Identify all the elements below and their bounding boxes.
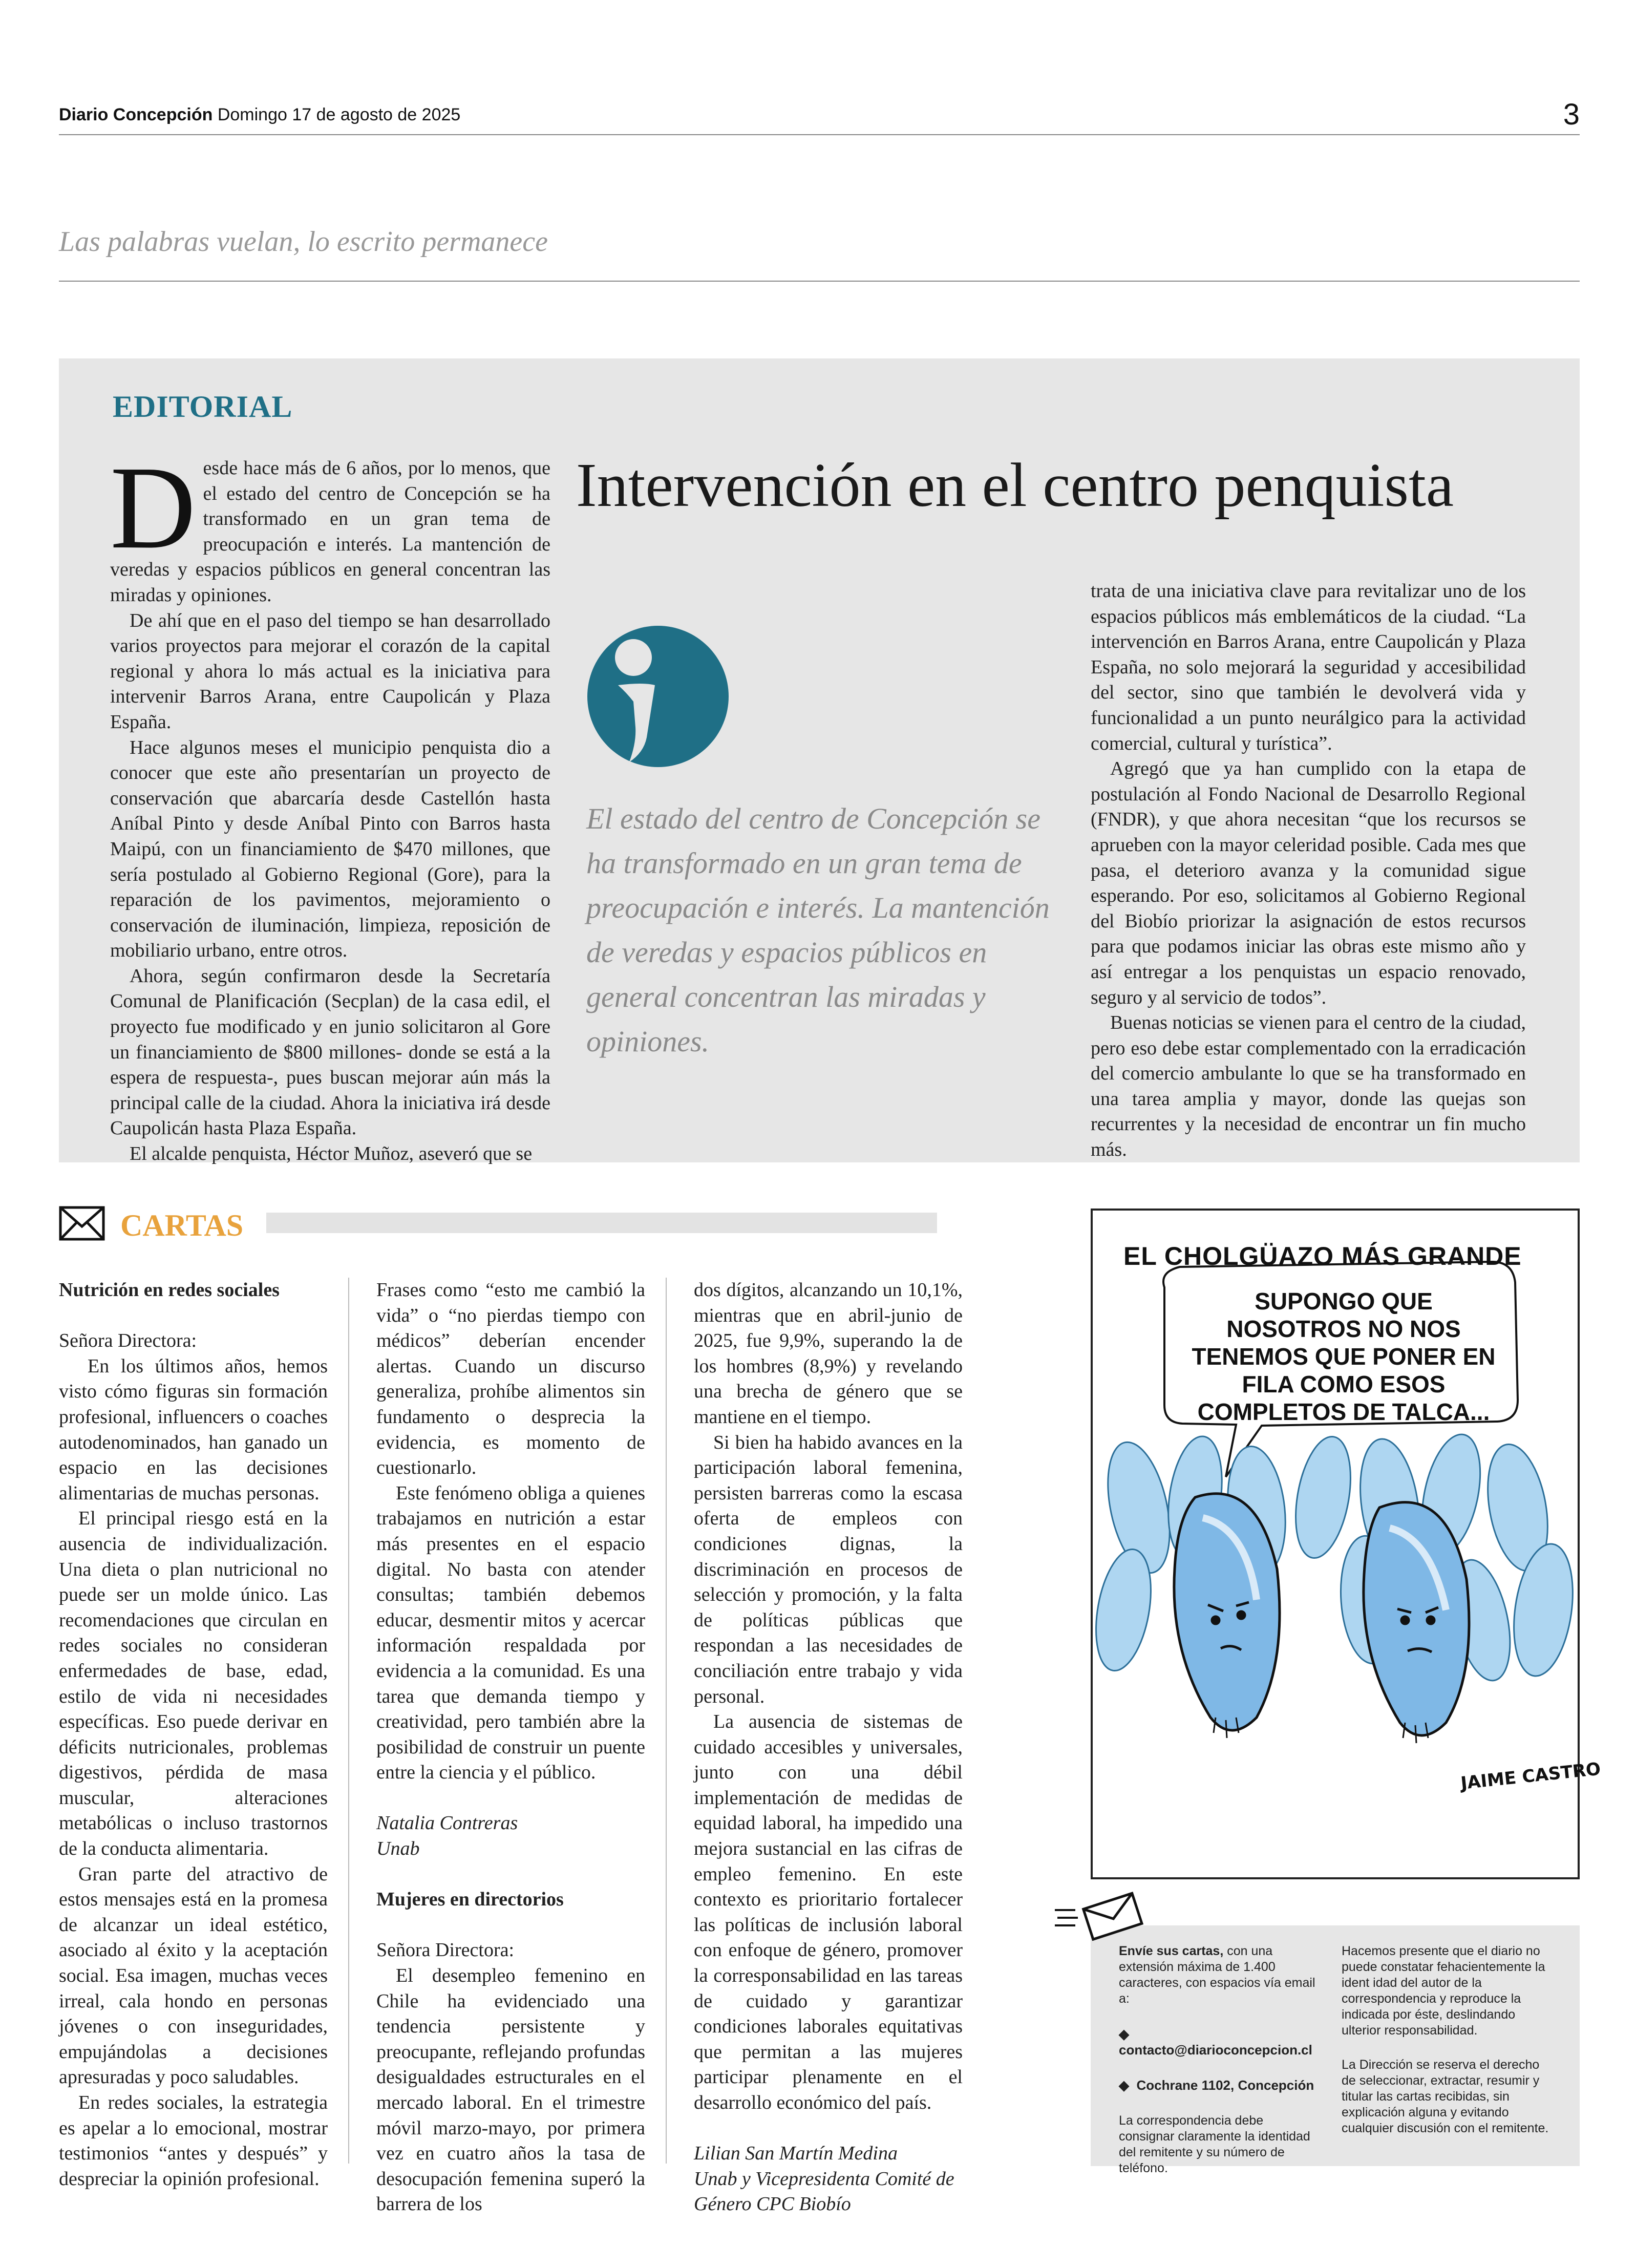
letter-signature-name: Lilian San Martín Medina — [694, 2143, 898, 2165]
letter-paragraph: Gran parte del atractivo de estos mensajes está en la promesa de alcanzar un ideal estético, asociado al éxito y la aceptación social. Esa imagen, muchas veces irreal, cala hondo en personas jóvenes o con inseguridades, empujándolas a decisiones apresuradas y poco saludables. — [59, 1863, 328, 2088]
drop-cap: D — [110, 442, 196, 574]
cartas-header — [59, 1206, 940, 1242]
info-right — [1342, 1943, 1557, 2136]
editorial-paragraph: Ahora, según confirmaron desde la Secretaría Comunal de Planificación (Secplan) de la casa edil, el proyecto fue modificado y en junio solicitaron al Gore un financiamiento de $800 millones- donde se está a la espera de respuesta-, pues buscan mejorar aún más la principal calle de la ciudad. Ahora la iniciativa irá desde Caupolicán hasta Plaza España. — [110, 965, 550, 1139]
cartoon-title: EL CHOLGÜAZO MÁS GRANDE — [1123, 1242, 1522, 1270]
cartas-label: CARTAS — [120, 1209, 244, 1242]
letter-paragraph: La ausencia de sistemas de cuidado accesibles y universales, junto con una débil implementación de medidas de equidad laboral, ha impedido una mejora sustancial en las cifras de empleo femenino. En este contexto es prioritario fortalecer las políticas de inclusión laboral con enfoque de género, promover la corresponsabilidad en las tareas de cuidado y garantizar condiciones laborales equitativas que permitan a las mujeres participar plenamente en el desarrollo económico del país. — [694, 1711, 963, 2113]
letter-signature-org: Unab — [376, 1838, 420, 1860]
paper-name: Diario Concepción — [59, 105, 213, 124]
letter-paragraph: Si bien ha habido avances en la participación laboral femenina, persisten barreras como la escasa oferta de empleos con condiciones dignas, la discriminación en procesos de selección y promoción, y la falta de políticas públicas que respondan a las necesidades de conciliación entre trabajo y vida personal. — [694, 1431, 963, 1707]
section-motto: Las palabras vuelan, lo escrito permanece — [59, 226, 548, 258]
letter-paragraph: En los últimos años, hemos visto cómo figuras sin formación profesional, influencers o coaches autodenominados, han ganado un espacio en las decisiones alimentarias de muchas personas. — [59, 1355, 328, 1504]
editorial-title: Intervención en el centro penquista — [576, 451, 1454, 520]
flying-envelope-icon — [1055, 1890, 1142, 1936]
editorial-paragraph: De ahí que en el paso del tiempo se han desarrollado varios proyectos para mejorar el corazón de la capital regional y ahora lo más actual es la iniciativa para intervenir Barros Arana, entre Caupolicán y Plaza España. — [110, 609, 550, 733]
editorial-paragraph: Hace algunos meses el municipio penquista dio a conocer que este año presentarían un proyecto de conservación que abarcaría desde Castellón hasta Aníbal Pinto y desde Aníbal Pinto con Barros hasta Maipú, con un financiamiento de $470 millones, que sería postulado al Gobierno Regional (Gore), para la reparación de los pavimentos, mejoramiento o conservación de iluminación, limpieza, reposición de mobiliario urbano, entre otros. — [110, 736, 550, 962]
letter-paragraph: dos dígitos, alcanzando un 10,1%, mientras que en abril-junio de 2025, fue 9,9%, superando la de los hombres (8,9%) y revelando una brecha de género que se mantiene en el tiempo. — [694, 1279, 963, 1428]
editorial-paragraph: Buenas noticias se vienen para el centro de la ciudad, pero eso debe estar complementado con la erradicación del comercio ambulante lo que se ha transformado en una tarea amplia y mayor, donde las quejas son recurrentes y la necesidad de encontrar un fin mucho más. — [1091, 1012, 1526, 1161]
letter-paragraph: Frases como “esto me cambió la vida” o “no pierdas tiempo con médicos” deberían encender alertas. Cuando un discurso generaliza, prohíbe alimentos sin fundamento o desprecia la evidencia, es momento de cuestionarlo. — [376, 1279, 645, 1479]
info-email-row — [1119, 2026, 1319, 2058]
letter-salutation: Señora Directora: — [376, 1939, 515, 1961]
cartoon-signature: JAIME CASTRO — [1459, 1758, 1602, 1794]
info-address: Cochrane 1102, Concepción — [1136, 2078, 1314, 2093]
letters-info-box — [1091, 1925, 1580, 2175]
info-identity-note: La correspondencia debe consignar claramente la identidad del remitente y su número de teléfono. — [1119, 2113, 1310, 2175]
letter-paragraph: Este fenómeno obliga a quienes trabajamos en nutrición a estar más presentes en el espacio digital. No basta con atender consultas; también debemos educar, desmentir mitos y acercar información respaldada por evidencia a la comunidad. Es una tarea que demanda tiempo y creatividad, pero también abre la posibilidad de construir un puente entre la ciencia y el público. — [376, 1482, 645, 1784]
motto-rule — [59, 281, 1580, 282]
editorial-label: EDITORIAL — [113, 390, 293, 423]
letter-title: Nutrición en redes sociales — [59, 1279, 280, 1301]
info-rights-note: La Dirección se reserva el derecho de seleccionar, extractar, resumir y titular las cartas recibidas, sin explicación alguna y evitando cualquier discusión con el remitente. — [1342, 2058, 1549, 2135]
info-email: contacto@diarioconcepcion.cl — [1119, 2042, 1312, 2058]
header-rule — [59, 134, 1580, 135]
letter-paragraph: En redes sociales, la estrategia es apelar a lo emocional, mostrar testimonios “antes y después” y despreciar la opinión profesional. — [59, 2092, 328, 2190]
editorial-paragraph: Agregó que ya han cumplido con la etapa de postulación al Fondo Nacional de Desarrollo Regional (FNDR), y que ahora necesitan “que los recursos se aprueben con la mayor celeridad posible. Cada mes que pasa, el deterioro avanza y la comunidad sigue esperando. Por eso, solicitamos al Gobierno Regional del Biobío priorizar la asignación de estos recursos para que podamos iniciar las obras este mismo año y así entregar a los penquistas un espacio renovado, seguro y al servicio de todos”. — [1091, 758, 1526, 1008]
letters-column-1 — [59, 1278, 328, 2192]
speech-bubble-text: SUPONGO QUE NOSOTROS NO NOS TENEMOS QUE PONER EN FILA COMO ESOS COMPLETOS DE TALCA... — [1192, 1288, 1496, 1425]
info-send-text: con una extensión máxima de 1.400 caracteres, con espacios vía email a: — [1119, 1944, 1315, 2006]
editorial-paragraph: El alcalde penquista, Héctor Muñoz, aseveró que se — [130, 1143, 533, 1165]
pull-quote: El estado del centro de Concepción se ha transformado en un gran tema de preocupación e interés. La mantención de veredas y espacios públicos en general concentran las miradas y opiniones. — [586, 802, 1050, 1058]
letter-signature-name: Natalia Contreras — [376, 1812, 518, 1834]
column-divider — [348, 1278, 349, 2164]
issue-date: Domingo 17 de agosto de 2025 — [217, 105, 461, 124]
letters-column-3 — [694, 1278, 963, 2217]
info-send-bold: Envíe sus cartas, — [1119, 1944, 1224, 1958]
info-left — [1119, 1943, 1319, 2176]
cartas-bar — [266, 1213, 937, 1233]
cartoon — [1091, 1209, 1602, 1879]
letter-signature-org: Unab y Vicepresidenta Comité de Género CPC Biobío — [694, 2168, 954, 2215]
editorial-paragraph: Desde hace más de 6 años, por lo menos, que el estado del centro de Concepción se ha transformado en un gran tema de preocupación e interés. La mantención de veredas y espacios públicos en general concentran las miradas y opiniones. — [110, 442, 550, 606]
letter-salutation: Señora Directora: — [59, 1330, 197, 1352]
editorial-box — [59, 358, 1580, 1165]
column-divider — [666, 1278, 667, 2164]
envelope-icon — [59, 1206, 105, 1241]
info-icon — [586, 625, 730, 768]
diamond-bullet-icon: ◆ — [1119, 2078, 1129, 2093]
page-number: 3 — [1563, 98, 1580, 131]
letter-paragraph: El desempleo femenino en Chile ha evidenciado una tendencia persistente y preocupante, reflejando profundas desigualdades estructurales en el mercado laboral. En el trimestre móvil marzo-mayo, por primera vez en cuatro años la tasa de desocupación femenina superó la barrera de los — [376, 1965, 645, 2215]
letter-title: Mujeres en directorios — [376, 1889, 564, 1911]
letters-column-2 — [376, 1278, 645, 2217]
editorial-column-3 — [1091, 579, 1526, 1163]
diamond-bullet-icon: ◆ — [1119, 2026, 1129, 2042]
editorial-column-1 — [110, 442, 550, 1167]
editorial-paragraph: trata de una iniciativa clave para revitalizar uno de los espacios públicos más emblemáticos de la ciudad. “La intervención en Barros Arana, entre Caupolicán y Plaza España, no solo mejorará la seguridad y accesibilidad del sector, sino que también le devolverá vida y funcionalidad a un punto neurálgico para la actividad comercial, cultural y turística”. — [1091, 580, 1526, 754]
letter-paragraph: El principal riesgo está en la ausencia de individualización. Una dieta o plan nutricional no puede ser un molde único. Las recomendaciones que circulan en redes sociales no consideran enfermedades de base, edad, estilo de vida ni necesidades específicas. Eso puede derivar en déficits nutricionales, problemas digestivos, pérdida de masa muscular, alteraciones metabólicas o incluso trastornos de la conducta alimentaria. — [59, 1508, 328, 1860]
masthead — [59, 105, 460, 125]
info-address-row — [1119, 2078, 1319, 2093]
info-disclaimer: Hacemos presente que el diario no puede constatar fehacientemente la ident idad del autor de la correspondencia y reproduce la indicada por éste, deslindando ulterior responsabilidad. — [1342, 1944, 1545, 2038]
